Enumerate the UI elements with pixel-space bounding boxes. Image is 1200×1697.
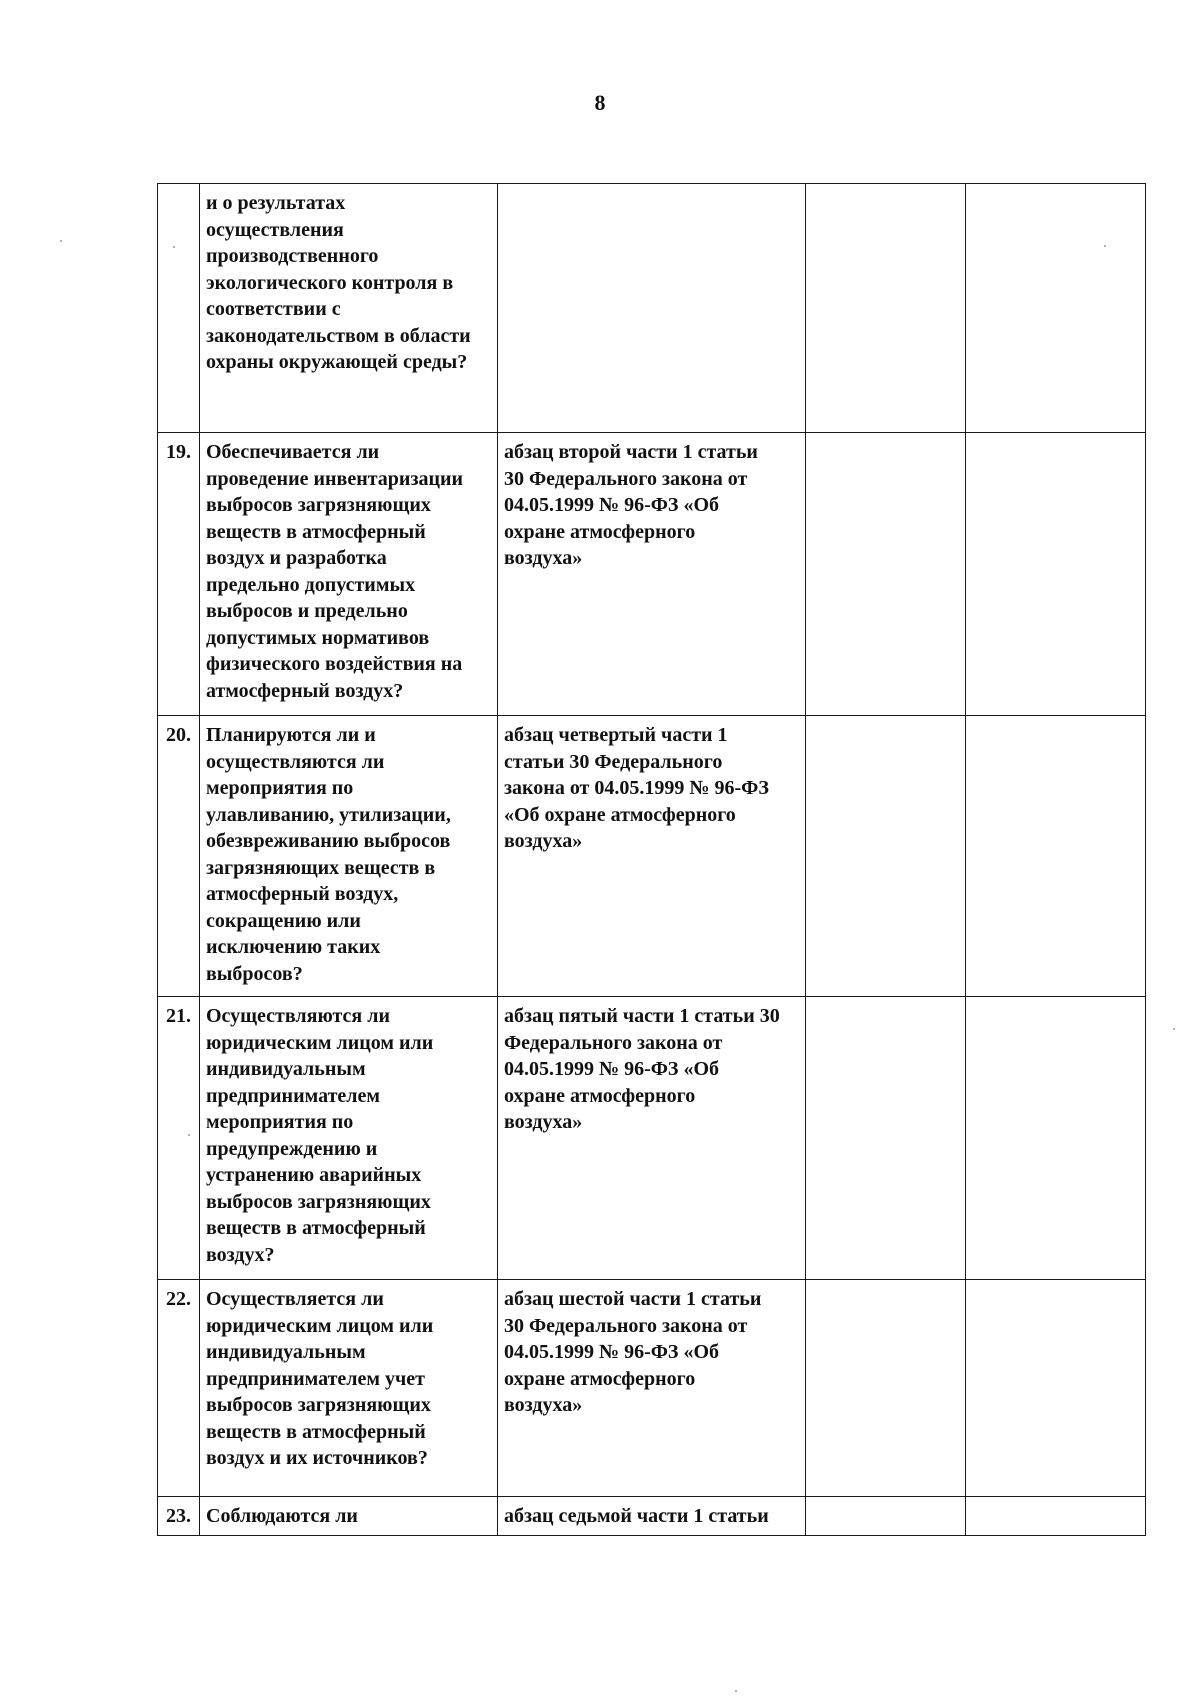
legal-reference: абзац пятый части 1 статьи 30 Федерального закона от 04.05.1999 № 96-ФЗ «Об охране атмосферного воздуха» <box>498 997 806 1280</box>
row-number: 23. <box>158 1497 200 1536</box>
scan-speck <box>735 1690 737 1692</box>
table-row <box>158 1497 1146 1536</box>
row-number: 19. <box>158 433 200 716</box>
notes-cell <box>966 1497 1146 1536</box>
notes-cell <box>966 433 1146 716</box>
question-text: Обеспечивается ли проведение инвентаризации выбросов загрязняющих веществ в атмосферный воздух и разработка предельно допустимых выбросов и предельно допустимых нормативов физического воздействия на атмосферный воздух? <box>200 433 498 716</box>
answer-cell <box>806 184 966 433</box>
notes-cell <box>966 716 1146 997</box>
scan-speck <box>173 246 175 248</box>
answer-cell <box>806 997 966 1280</box>
legal-reference <box>498 184 806 433</box>
answer-cell <box>806 1280 966 1497</box>
scan-speck <box>188 1134 190 1136</box>
row-number: 20. <box>158 716 200 997</box>
legal-reference: абзац седьмой части 1 статьи <box>498 1497 806 1536</box>
row-number: 22. <box>158 1280 200 1497</box>
legal-reference: абзац второй части 1 статьи 30 Федерального закона от 04.05.1999 № 96-ФЗ «Об охране атмосферного воздуха» <box>498 433 806 716</box>
table-row <box>158 433 1146 716</box>
question-text: и о результатах осуществления производственного экологического контроля в соответствии с законодательством в области охраны окружающей среды? <box>200 184 498 433</box>
answer-cell <box>806 433 966 716</box>
legal-reference: абзац шестой части 1 статьи 30 Федерального закона от 04.05.1999 № 96-ФЗ «Об охране атмосферного воздуха» <box>498 1280 806 1497</box>
scan-speck <box>1104 245 1106 247</box>
legal-reference: абзац четвертый части 1 статьи 30 Федерального закона от 04.05.1999 № 96-ФЗ «Об охране атмосферного воздуха» <box>498 716 806 997</box>
question-text: Осуществляются ли юридическим лицом или индивидуальным предпринимателем мероприятия по предупреждению и устранению аварийных выбросов загрязняющих веществ в атмосферный воздух? <box>200 997 498 1280</box>
table-row <box>158 716 1146 997</box>
row-number: 21. <box>158 997 200 1280</box>
notes-cell <box>966 184 1146 433</box>
scan-speck <box>60 240 62 242</box>
question-text: Планируются ли и осуществляются ли мероприятия по улавливанию, утилизации, обезвреживанию выбросов загрязняющих веществ в атмосферный воздух, сокращению или исключению таких выбросов? <box>200 716 498 997</box>
question-text: Осуществляется ли юридическим лицом или индивидуальным предпринимателем учет выбросов загрязняющих веществ в атмосферный воздух и их источников? <box>200 1280 498 1497</box>
table-row <box>158 184 1146 433</box>
table-row <box>158 997 1146 1280</box>
row-number <box>158 184 200 433</box>
page-number: 8 <box>594 90 606 115</box>
question-text: Соблюдаются ли <box>200 1497 498 1536</box>
answer-cell <box>806 1497 966 1536</box>
notes-cell <box>966 997 1146 1280</box>
checklist-table <box>157 183 1146 1536</box>
answer-cell <box>806 716 966 997</box>
scan-speck <box>1173 1028 1175 1030</box>
table-row <box>158 1280 1146 1497</box>
notes-cell <box>966 1280 1146 1497</box>
